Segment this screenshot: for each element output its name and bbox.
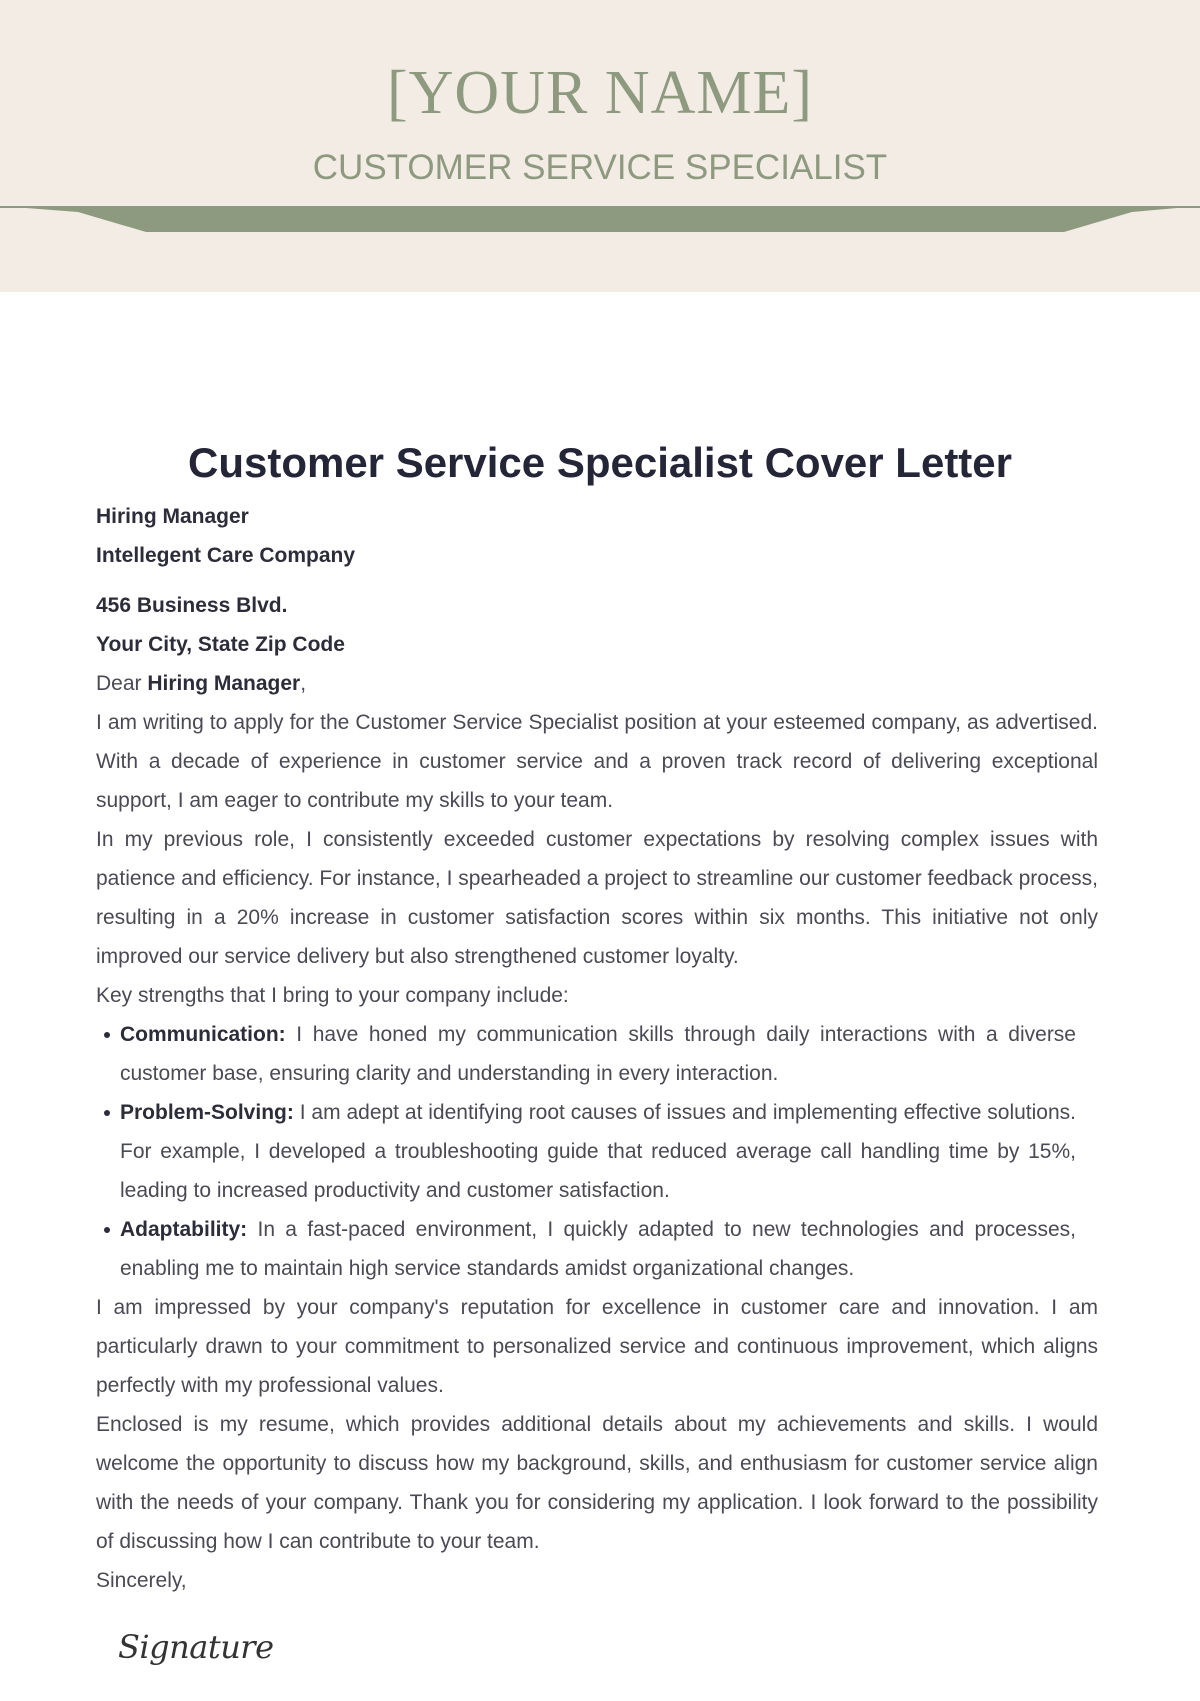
body-paragraph: In my previous role, I consistently exceeded customer expectations by resolving complex issues with patience and efficiency. For instance, I spearheaded a project to streamline our customer feedback process, resulting in a 20% increase in customer satisfaction scores within six months. This initiative not only improved our service delivery but also strengthened customer loyalty.: [96, 828, 1098, 968]
list-item: [96, 1093, 1076, 1210]
applicant-name: [YOUR NAME]: [386, 59, 814, 127]
signature: Signature: [118, 1628, 274, 1666]
list-item: [96, 1015, 1076, 1093]
recipient-city: Your City, State Zip Code: [96, 633, 345, 656]
body-paragraph: Enclosed is my resume, which provides additional details about my achievements and skills. I would welcome the opportunity to discuss how my background, skills, and enthusiasm for customer service align with the needs of your company. Thank you for considering my application. I look forward to the possibility of discussing how I can contribute to your team.: [96, 1413, 1098, 1553]
body-paragraph: I am writing to apply for the Customer Service Specialist position at your esteemed company, as advertised. With a decade of experience in customer service and a proven track record of delivering exceptional support, I am eager to contribute my skills to your team.: [96, 711, 1098, 812]
strengths-list: [96, 1015, 1098, 1288]
salutation-name: Hiring Manager: [147, 672, 301, 695]
recipient-company: Intellegent Care Company: [96, 544, 356, 567]
body-paragraph: I am impressed by your company's reputation for excellence in customer care and innovation. I am particularly drawn to your commitment to personalized service and continuous improvement, which aligns perfectly with my professional values.: [96, 1296, 1098, 1397]
signoff: Sincerely,: [96, 1569, 187, 1592]
header-banner: [0, 0, 1200, 292]
recipient-street: 456 Business Blvd.: [96, 594, 288, 617]
strength-text: I have honed my communication skills through daily interactions with a diverse customer base, ensuring clarity and understanding in every interaction.: [120, 1023, 1076, 1085]
strength-text: In a fast-paced environment, I quickly adapted to new technologies and processes, enabling me to maintain high service standards amidst organizational changes.: [120, 1218, 1076, 1280]
strength-label: Problem-Solving:: [120, 1101, 294, 1124]
recipient-name: Hiring Manager: [96, 505, 249, 528]
letter-body: [96, 497, 1098, 1600]
salutation: [96, 664, 1098, 703]
strength-label: Adaptability:: [120, 1218, 248, 1241]
letter-title: Customer Service Specialist Cover Letter: [187, 439, 1012, 486]
header-divider-band: [0, 200, 1200, 236]
salutation-prefix: Dear: [96, 672, 148, 695]
applicant-role: CUSTOMER SERVICE SPECIALIST: [312, 148, 888, 187]
body-paragraph: Key strengths that I bring to your company include:: [96, 984, 569, 1007]
strength-text: I am adept at identifying root causes of issues and implementing effective solutions. For example, I developed a troubleshooting guide that reduced average call handling time by 15%, leading to increased productivity and customer satisfaction.: [120, 1101, 1076, 1202]
strength-label: Communication:: [120, 1023, 286, 1046]
list-item: [96, 1210, 1076, 1288]
salutation-suffix: ,: [300, 672, 307, 695]
